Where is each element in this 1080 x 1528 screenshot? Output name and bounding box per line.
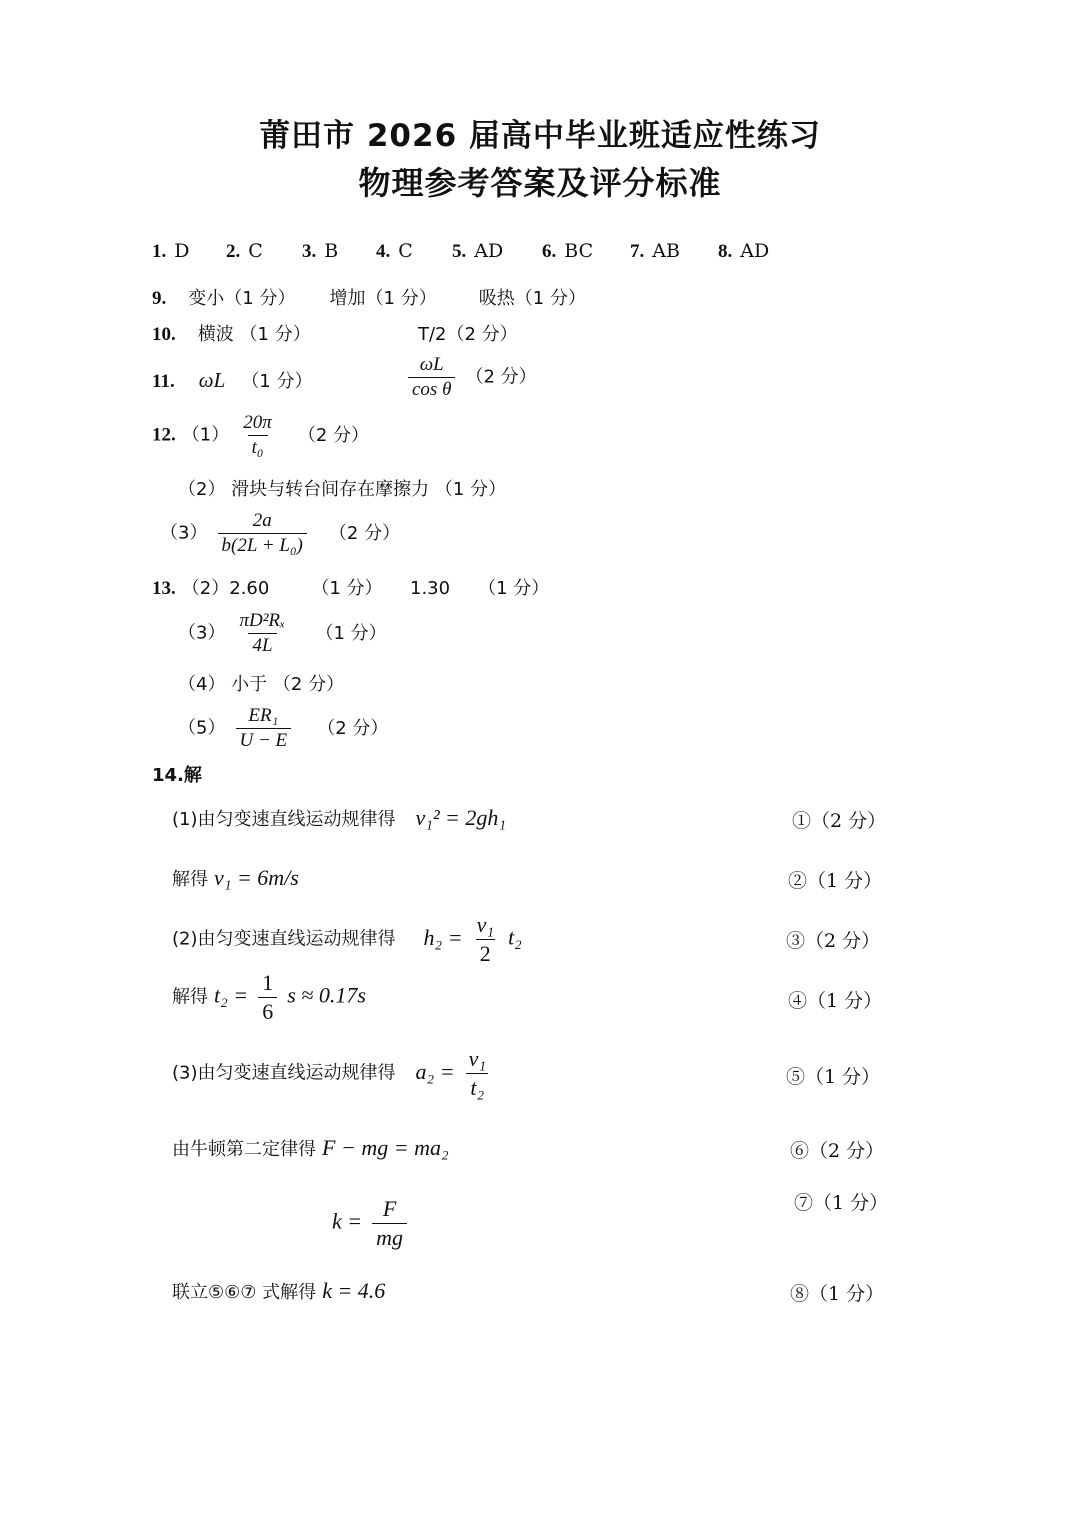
- q14-line-5-denominator: t₂: [466, 1073, 488, 1101]
- q14-line-1: [172, 805, 506, 831]
- q11-score-2: （2 分）: [465, 366, 537, 388]
- q14-line-3-lhs: h₂ =: [423, 924, 463, 950]
- q13-part-4: （4） 小于 （2 分）: [178, 674, 345, 695]
- mc-choice: B: [324, 240, 339, 262]
- q14-line-8-equation: k = 4.6: [322, 1278, 386, 1303]
- q12-part-3-score: （2 分）: [328, 522, 401, 544]
- q14-line-5-fraction: [465, 1046, 490, 1101]
- q11-score-1: （1 分）: [241, 371, 313, 392]
- q13-part-2b-answer: 1.30: [410, 578, 451, 599]
- q14-line-7-fraction: [372, 1196, 407, 1251]
- q14-line-7-numerator: F: [382, 1196, 397, 1221]
- q10-answer-1: 横波 （1 分）: [197, 324, 311, 345]
- q14-line-3-denominator: 2: [476, 939, 495, 967]
- q13-part-5-label: （5）: [178, 717, 226, 739]
- q14-line-4-lhs: t₂ =: [214, 982, 249, 1008]
- q10-answer-2: T/2（2 分）: [418, 324, 518, 345]
- q14-line-3-numerator: v₁: [476, 912, 495, 937]
- q13-part-3-fraction: [236, 610, 290, 657]
- q14-line-3-rhs: t₂: [508, 924, 522, 950]
- q13-part-3-score: （1 分）: [315, 622, 387, 644]
- q14-line-1-score: ①（2 分）: [792, 810, 887, 832]
- mc-answer-5: [452, 240, 503, 263]
- q14-line-4-fraction: [258, 970, 277, 1025]
- mc-choice: AD: [474, 240, 504, 262]
- q9-answer-1: 变小（1 分）: [188, 288, 296, 309]
- title-line-2: 物理参考答案及评分标准: [358, 164, 722, 202]
- mc-answer-3: [302, 240, 338, 263]
- q11-fraction-numerator: ωL: [419, 354, 444, 375]
- mc-number: 4.: [376, 241, 391, 262]
- q13-part-2: [152, 574, 383, 600]
- q10-number: 10.: [152, 324, 176, 345]
- mc-choice: AD: [740, 240, 770, 262]
- q12-part-3-label: （3）: [160, 522, 208, 544]
- q14-line-7-denominator: mg: [372, 1223, 407, 1251]
- q11-fraction: [408, 354, 455, 401]
- q9-answer-2: 增加（1 分）: [329, 288, 437, 309]
- q14-line-4-numerator: 1: [262, 970, 274, 995]
- q14-line-6-score: ⑥（2 分）: [790, 1140, 885, 1162]
- mc-number: 3.: [302, 241, 317, 262]
- q14-line-5-text: (3)由匀变速直线运动规律得: [172, 1062, 396, 1084]
- q13-part-5-fraction: [236, 705, 292, 752]
- mc-number: 8.: [718, 241, 733, 262]
- q12-part-1-score: （2 分）: [297, 424, 370, 446]
- q12-part-1-label: （1）: [181, 424, 230, 446]
- q14-line-3: [172, 912, 522, 967]
- q14-line-8-score: ⑧（1 分）: [790, 1283, 885, 1305]
- q13-number: 13.: [152, 578, 176, 599]
- q14-line-6: [172, 1135, 449, 1161]
- q13-part-2b-score: （1 分）: [478, 578, 550, 599]
- q14-line-1-text: (1)由匀变速直线运动规律得: [172, 809, 396, 830]
- q14-line-5-lhs: a₂ =: [415, 1058, 455, 1084]
- q14-heading-text: 14.解: [152, 765, 202, 786]
- q14-line-2-text: 解得: [172, 869, 208, 890]
- q13-part-5-numerator: ER₁: [248, 705, 279, 726]
- q12-part-1-denominator: t₀: [248, 435, 268, 459]
- q14-line-6-text: 由牛顿第二定律得: [172, 1139, 316, 1160]
- q9-number: 9.: [152, 288, 167, 309]
- q11-number: 11.: [152, 371, 175, 392]
- q12-part-3: [160, 510, 400, 557]
- mc-number: 2.: [226, 241, 241, 262]
- q14-line-4-score: ④（1 分）: [788, 990, 883, 1012]
- mc-answer-1: [152, 240, 189, 263]
- q10-row: [152, 320, 311, 346]
- mc-number: 1.: [152, 241, 167, 262]
- mc-number: 6.: [542, 241, 557, 262]
- q11-fraction-denominator: cos θ: [408, 377, 455, 401]
- q9-answer-3: 吸热（1 分）: [478, 288, 586, 309]
- mc-choice: C: [248, 240, 263, 262]
- mc-answer-6: [542, 240, 593, 263]
- q14-heading: [152, 761, 202, 787]
- q13-part-3-denominator: 4L: [248, 633, 276, 657]
- q14-line-2-score: ②（1 分）: [788, 870, 883, 892]
- q12-number: 12.: [152, 424, 176, 446]
- q14-line-5-score: ⑤（1 分）: [786, 1066, 881, 1088]
- mc-number: 7.: [630, 241, 645, 262]
- q14-line-2: [172, 865, 299, 891]
- mc-answer-4: [376, 240, 413, 263]
- q12-part-3-fraction: [218, 510, 307, 557]
- q14-line-4-denominator: 6: [258, 997, 277, 1025]
- q14-line-8-text: 联立⑤⑥⑦ 式解得: [172, 1282, 317, 1303]
- q14-line-4-rhs: s ≈ 0.17s: [287, 982, 366, 1008]
- q12-part-2: （2） 滑块与转台间存在摩擦力 （1 分）: [178, 479, 507, 500]
- mc-choice: D: [174, 240, 190, 262]
- q13-part-3-label: （3）: [178, 622, 226, 644]
- mc-choice: AB: [652, 240, 680, 262]
- q12-part-3-numerator: 2a: [252, 510, 272, 531]
- q13-part-3: [178, 610, 387, 657]
- q14-line-3-fraction: [473, 912, 498, 967]
- q12-part-1-numerator: 20π: [243, 412, 272, 433]
- q14-line-4: [172, 970, 366, 1025]
- mc-answer-2: [226, 240, 263, 263]
- q14-line-5: [172, 1046, 494, 1101]
- title-line-1: 莆田市 2026 届高中毕业班适应性练习: [259, 118, 821, 154]
- q14-line-5-numerator: v₁: [468, 1046, 487, 1071]
- q14-line-7-score: ⑦（1 分）: [794, 1192, 889, 1214]
- q13-part-2b: [410, 574, 549, 600]
- q14-line-2-equation: v₁ = 6m/s: [214, 865, 299, 890]
- q14-line-3-text: (2)由匀变速直线运动规律得: [172, 928, 396, 950]
- q9-row: [152, 284, 586, 310]
- q14-line-6-equation: F − mg = ma₂: [322, 1135, 449, 1160]
- q13-part-2-answer: （2）2.60: [181, 578, 270, 599]
- q13-part-5-denominator: U − E: [236, 728, 292, 752]
- mc-choice: BC: [564, 240, 594, 262]
- q13-part-2-score: （1 分）: [311, 578, 383, 599]
- mc-choice: C: [398, 240, 413, 262]
- q14-line-7-lhs: k =: [332, 1208, 363, 1234]
- mc-answer-8: [718, 240, 769, 263]
- mc-answer-7: [630, 240, 680, 263]
- mc-number: 5.: [452, 241, 467, 262]
- q11-row: [152, 367, 313, 393]
- q14-line-3-score: ③（2 分）: [786, 930, 881, 952]
- q14-line-4-text: 解得: [172, 986, 208, 1008]
- q14-line-1-equation: v₁² = 2gh₁: [415, 805, 507, 830]
- q13-part-3-numerator: πD²Rₓ: [239, 610, 286, 631]
- q14-line-7: [332, 1196, 411, 1251]
- q12-part-1: [152, 412, 369, 459]
- q11-answer-2: [404, 354, 537, 401]
- q14-line-8: [172, 1278, 385, 1304]
- q13-part-5-score: （2 分）: [317, 717, 389, 739]
- q12-part-3-denominator: b(2L + L₀): [218, 533, 307, 557]
- q11-answer-1: ωL: [198, 368, 226, 392]
- q12-part-1-fraction: [239, 412, 276, 459]
- q13-part-5: [178, 705, 388, 752]
